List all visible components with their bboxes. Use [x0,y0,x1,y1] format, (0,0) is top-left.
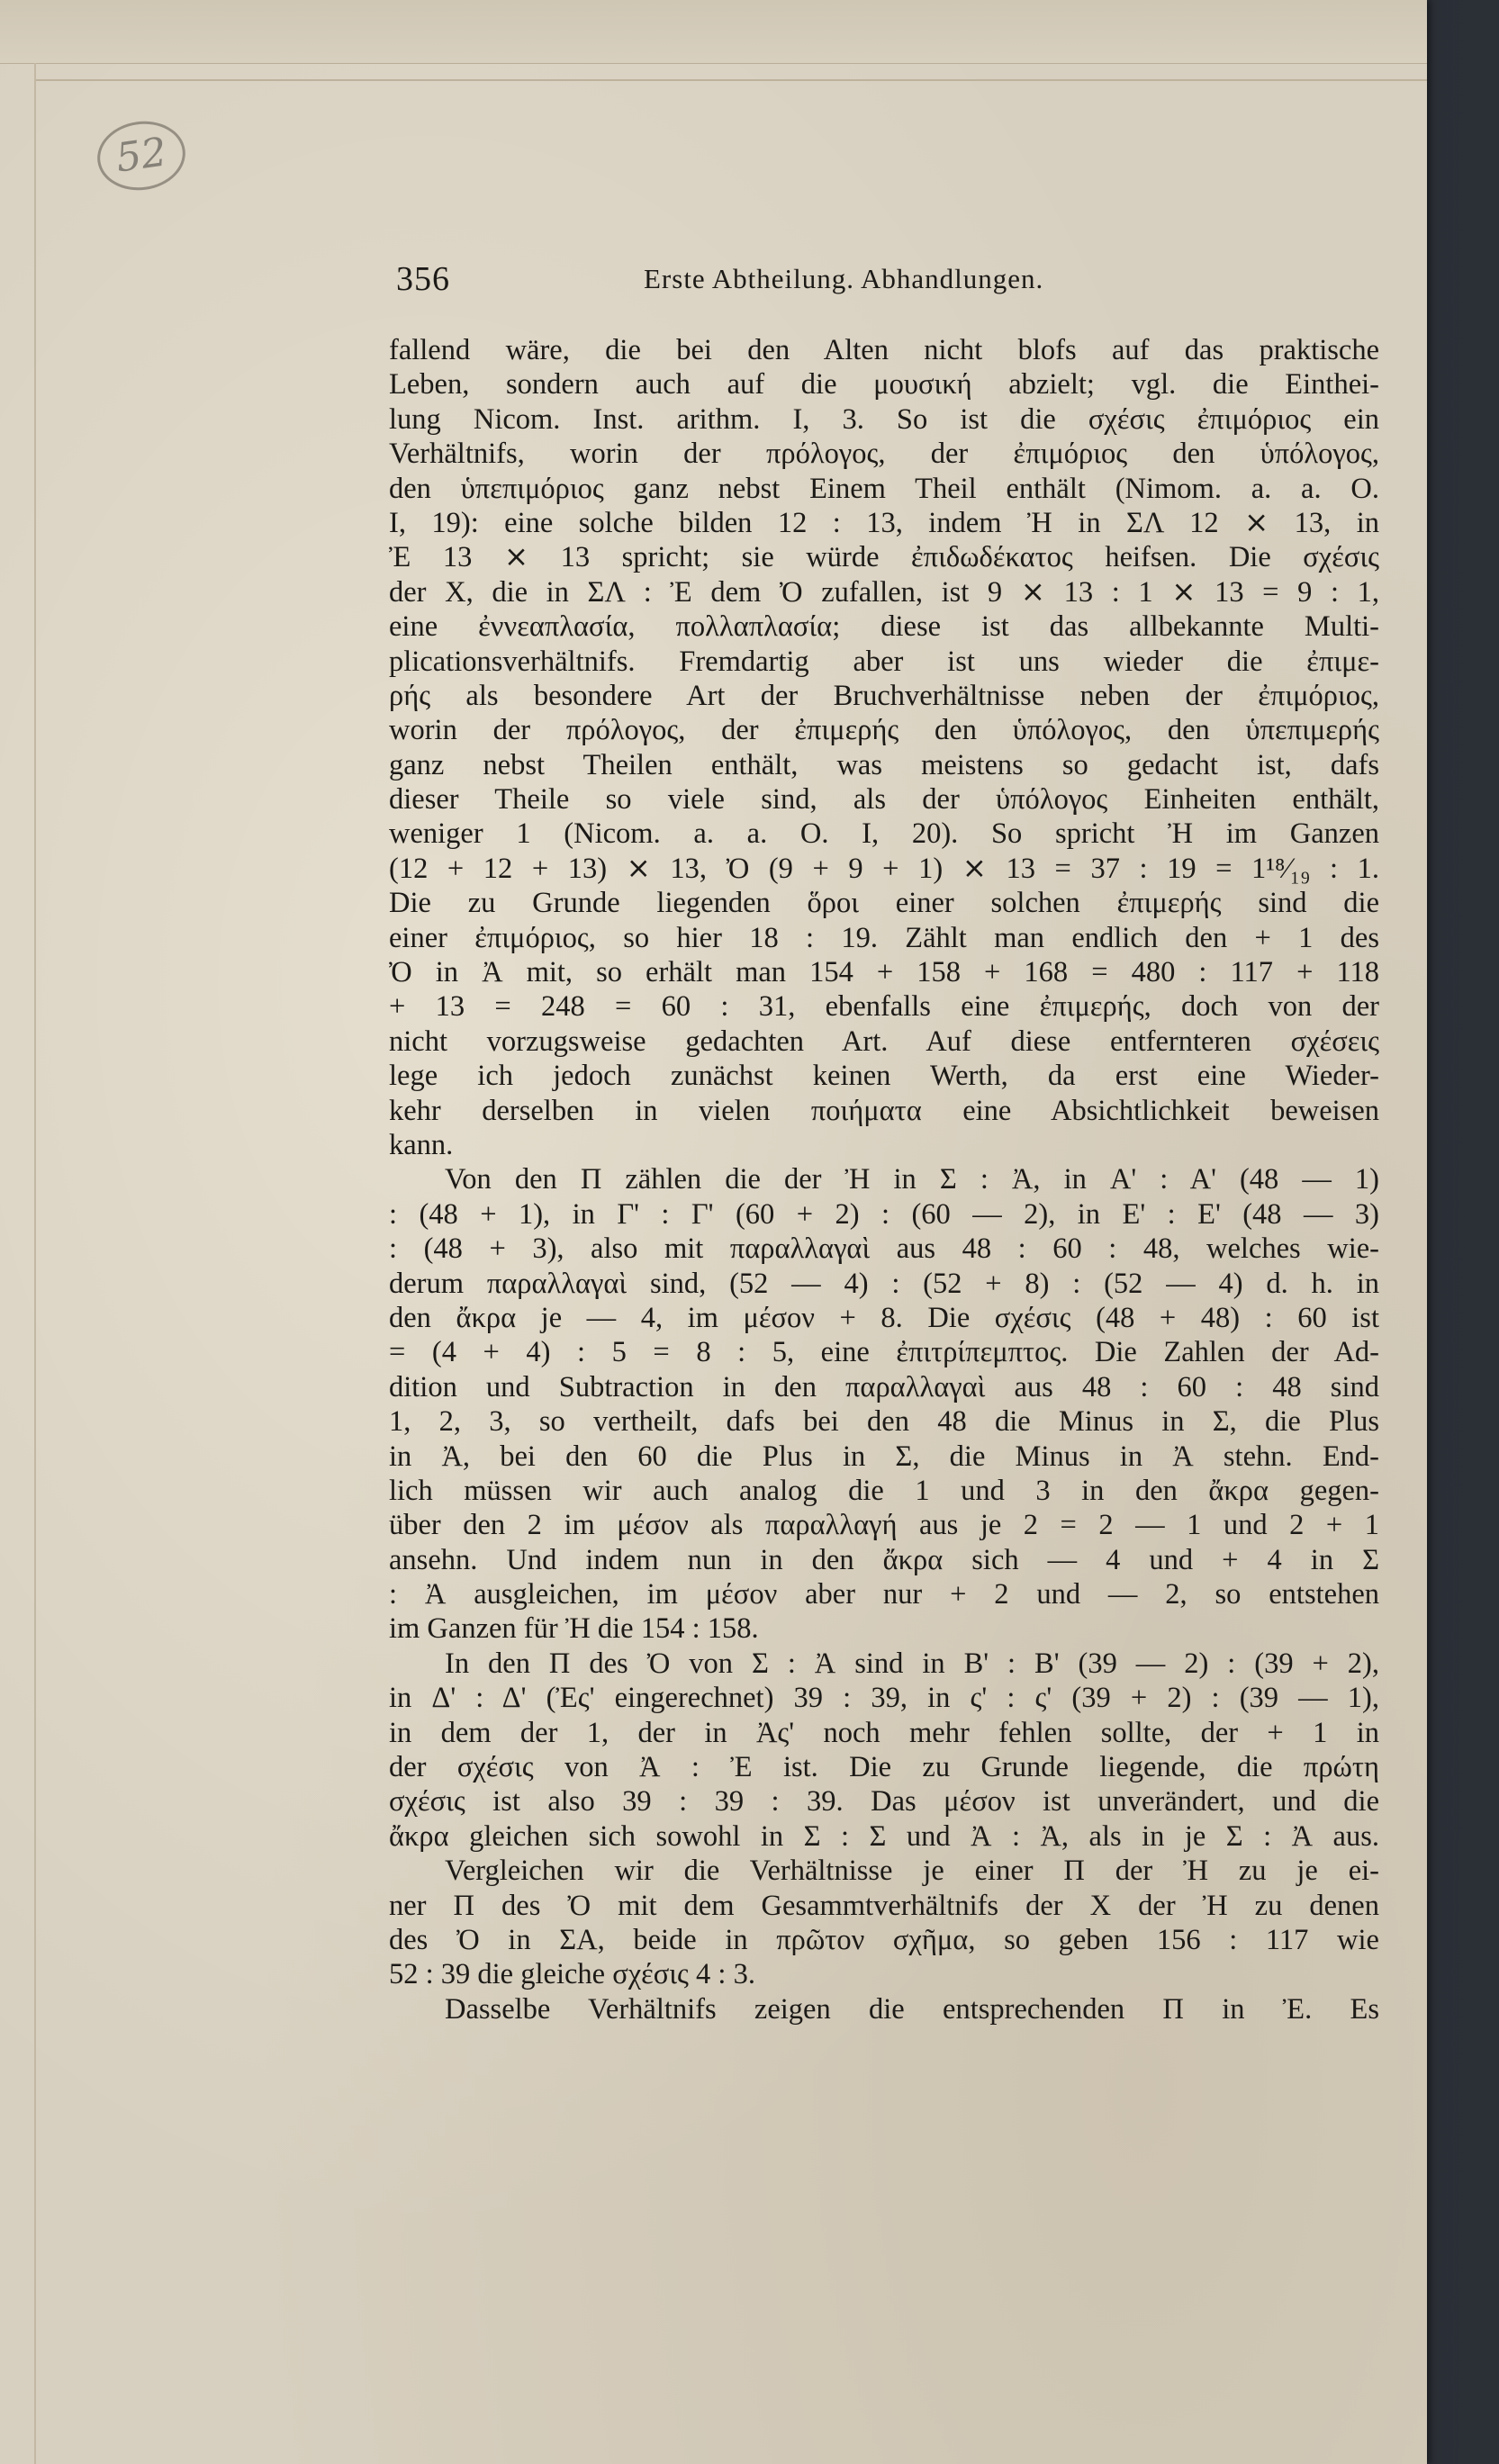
text-line: der σχέσις von Ἀ : Ἐ ist. Die zu Grunde liegende, die πρώτη [389,1751,1379,1784]
text-line: : (48 + 3), also mit παραλλαγαὶ aus 48 : 60 : 48, welches wie- [389,1232,1379,1266]
text-line: = (4 + 4) : 5 = 8 : 5, eine ἐπιτρίπεμπτος. Die Zahlen der Ad- [389,1336,1379,1369]
text-line: des Ὀ in ΣΑ, beide in πρῶτον σχῆμα, so geben 156 : 117 wie [389,1923,1379,1956]
text-line: weniger 1 (Nicom. a. a. O. I, 20). So spricht Ἠ im Ganzen [389,817,1379,851]
text-line: in dem der 1, der in Ἀς' noch mehr fehlen sollte, der + 1 in [389,1716,1379,1749]
text-line: dition und Subtraction in den παραλλαγαὶ aus 48 : 60 : 48 sind [389,1370,1379,1403]
text-line: den ὑπεπιμόριος ganz nebst Einem Theil enthält (Nimom. a. a. O. [389,472,1379,505]
text-line: kann. [389,1128,454,1161]
text-line: in Ἀ, bei den 60 die Plus in Σ, die Minus in Ἀ stehn. End- [389,1440,1379,1473]
text-line: Die zu Grunde liegenden ὅροι einer solchen ἐπιμερής sind die [389,887,1379,920]
text-line: Von den Π zählen die der Ἠ in Σ : Ἀ, in Α' : Α' (48 — 1) [445,1163,1379,1196]
stamp-number: 52 [113,129,170,182]
text-line: Vergleichen wir die Verhältnisse je einer Π der Ἠ zu je ei- [445,1855,1379,1888]
text-line: ansehn. Und indem nun in den ἄκρα sich — 4 und + 4 in Σ [389,1543,1379,1576]
text-line: in Δ' : Δ' (Ἐς' eingerechnet) 39 : 39, in ς' : ς' (39 + 2) : (39 — 1), [389,1682,1379,1715]
text-line: 52 : 39 die gleiche σχέσις 4 : 3. [389,1958,755,1991]
text-line: eine ἐννεαπλασία, πολλαπλασία; diese ist das allbekannte Multi- [389,610,1379,644]
text-line: kehr derselben in vielen ποιήματα eine Absichtlichkeit beweisen [389,1094,1379,1127]
page-top-fold [0,0,1427,64]
text-line: ἄκρα gleichen sich sowohl in Σ : Σ und Ἀ : Ἀ, als in je Σ : Ἀ aus. [389,1819,1379,1853]
text-line: dieser Theile so viele sind, als der ὑπόλογος Einheiten enthält, [389,783,1379,817]
text-line: In den Π des Ὀ von Σ : Ἀ sind in Β' : Β' (39 — 2) : (39 + 2), [445,1647,1379,1680]
text-line: ρής als besondere Art der Bruchverhältnisse neben der ἐπιμόριος, [389,679,1379,712]
text-line: lung Nicom. Inst. arithm. I, 3. So ist die σχέσις ἐπιμόριος ein [389,402,1379,436]
text-line: lege ich jedoch zunächst keinen Werth, da erst eine Wieder- [389,1060,1379,1093]
library-stamp [93,116,190,196]
text-line: worin der πρόλογος, der ἐπιμερής den ὑπόλογος, den ὑπεπιμερής [389,714,1379,747]
text-line: σχέσις ist also 39 : 39 : 39. Das μέσον ist unverändert, und die [389,1785,1379,1819]
text-line: Leben, sondern auch auf die μουσική abzielt; vgl. die Einthei- [389,368,1379,402]
text-line: Verhältnifs, worin der πρόλογος, der ἐπιμόριος den ὑπόλογος, [389,438,1379,471]
text-line: im Ganzen für Ἠ die 154 : 158. [389,1612,759,1646]
text-line: (12 + 12 + 13) ⨯ 13, Ὀ (9 + 9 + 1) ⨯ 13 = 37 : 19 = 1¹⁸⁄₁₉ : 1. [389,852,1379,885]
text-line: ganz nebst Theilen enthält, was meistens so gedacht ist, dafs [389,748,1379,781]
text-line: Ὀ in Ἀ mit, so erhält man 154 + 158 + 168 = 480 : 117 + 118 [389,956,1379,989]
body-text [389,333,1379,2026]
text-line: Ἐ 13 ⨯ 13 spricht; sie würde ἐπιδωδέκατος heifsen. Die σχέσις [389,541,1379,574]
text-line: plicationsverhältnifs. Fremdartig aber ist uns wieder die ἐπιμε- [389,645,1379,678]
text-line: der X, die in ΣΛ : Ἐ dem Ὀ zufallen, ist 9 ⨯ 13 : 1 ⨯ 13 = 9 : 1, [389,575,1379,609]
text-line: über den 2 im μέσον als παραλλαγή aus je 2 = 2 — 1 und 2 + 1 [389,1509,1379,1542]
text-line: 1, 2, 3, so vertheilt, dafs bei den 48 die Minus in Σ, die Plus [389,1405,1379,1439]
text-line: nicht vorzugsweise gedachten Art. Auf diese entfernteren σχέσεις [389,1024,1379,1058]
text-line: I, 19): eine solche bilden 12 : 13, indem Ἠ in ΣΛ 12 ⨯ 13, in [389,506,1379,539]
text-line: + 13 = 248 = 60 : 31, ebenfalls eine ἐπιμερής, doch von der [389,990,1379,1024]
text-line: Dasselbe Verhältnifs zeigen die entsprechenden Π in Ἐ. Es [445,1992,1379,2026]
running-head: Erste Abtheilung. Abhandlungen. [644,263,1044,294]
text-line: : (48 + 1), in Γ' : Γ' (60 + 2) : (60 — 2), in Ε' : Ε' (48 — 3) [389,1197,1379,1231]
text-line: einer ἐπιμόριος, so hier 18 : 19. Zählt man endlich den + 1 des [389,921,1379,954]
page-number: 356 [396,260,450,298]
gutter-line [34,63,36,2464]
text-line: ner Π des Ὀ mit dem Gesammtverhältnifs der X der Ἠ zu denen [389,1889,1379,1922]
text-line: den ἄκρα je — 4, im μέσον + 8. Die σχέσις (48 + 48) : 60 ist [389,1301,1379,1334]
text-line: lich müssen wir auch analog die 1 und 3 in den ἄκρα gegen- [389,1474,1379,1507]
text-line: : Ἀ ausgleichen, im μέσον aber nur + 2 und — 2, so entstehen [389,1578,1379,1611]
fold-line [36,79,1427,81]
text-line: derum παραλλαγαὶ sind, (52 — 4) : (52 + 8) : (52 — 4) d. h. in [389,1267,1379,1300]
page-header [396,259,1386,304]
text-line: fallend wäre, die bei den Alten nicht blofs auf das praktische [389,334,1379,366]
